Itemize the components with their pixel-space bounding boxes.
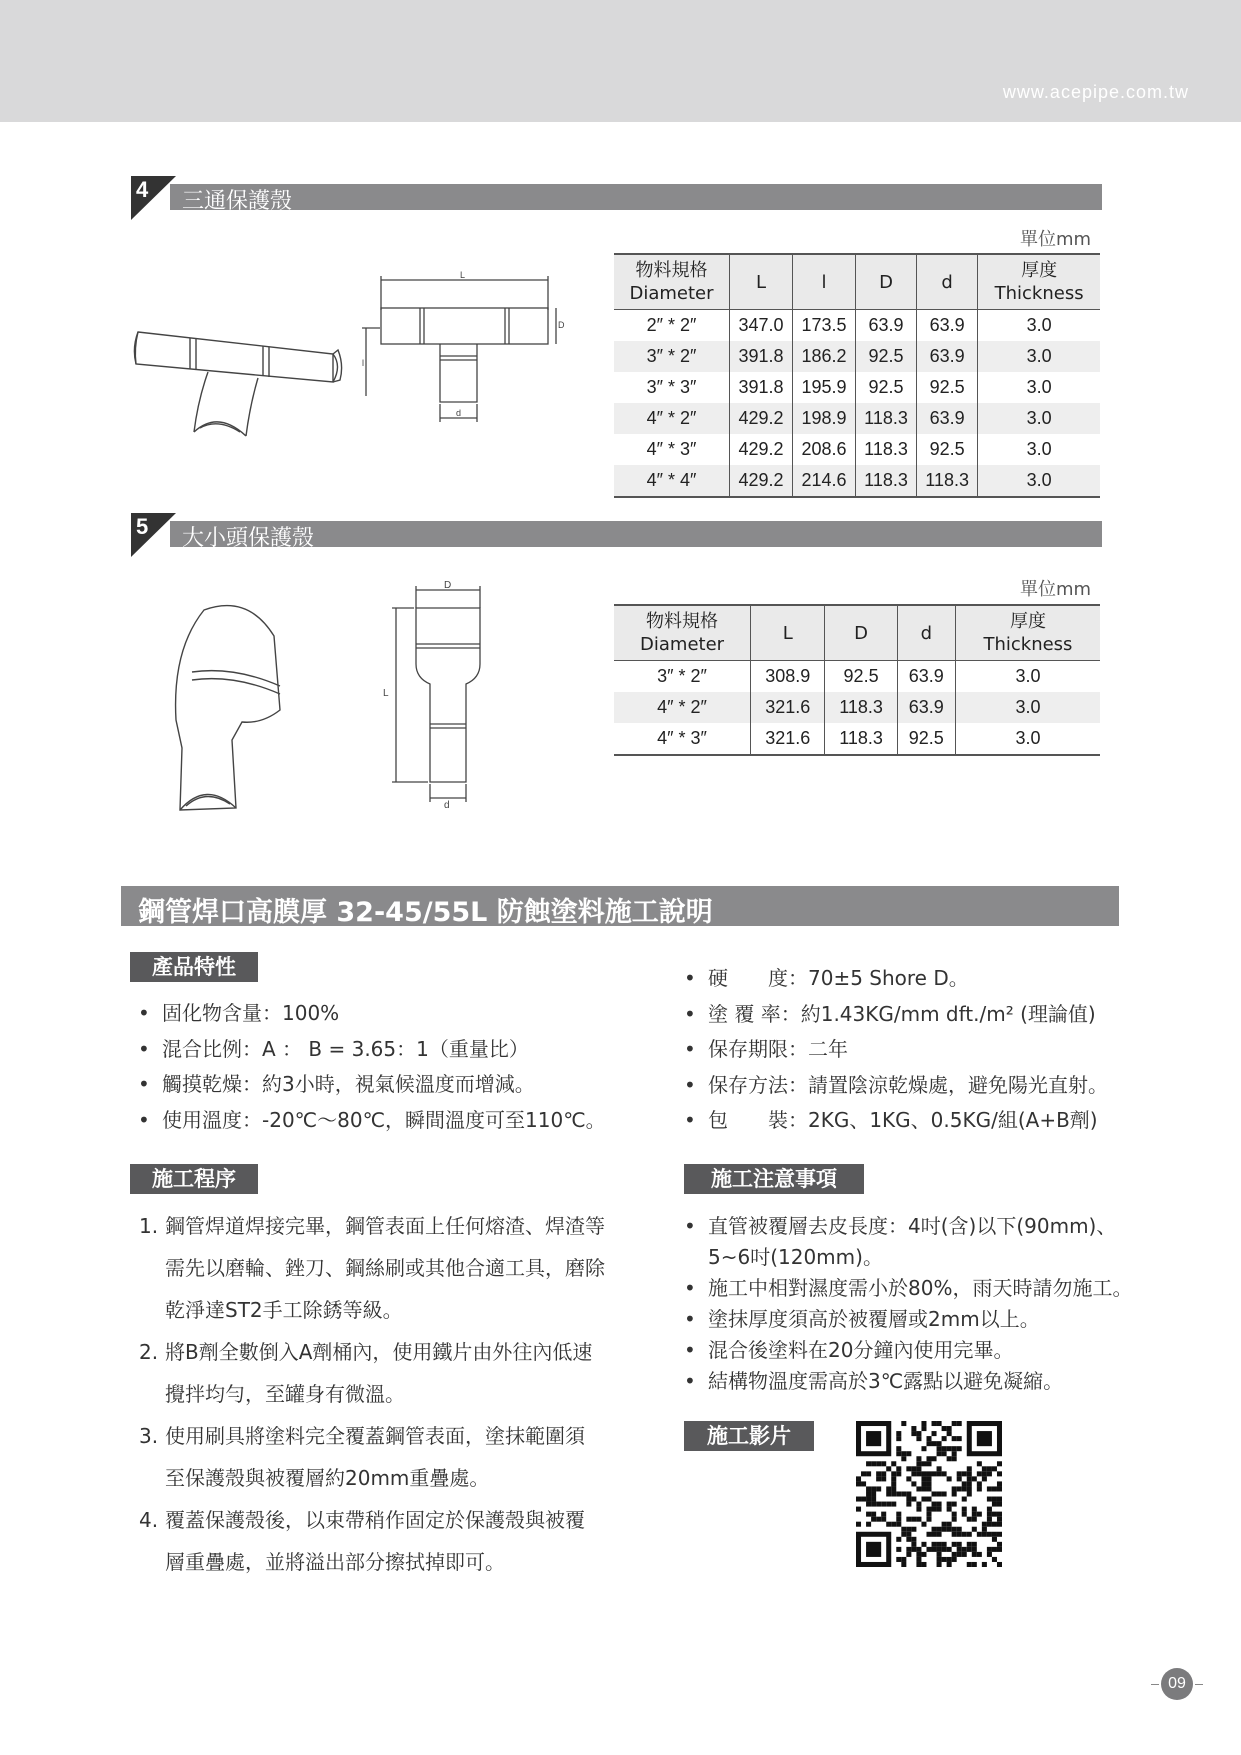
table-cell: 3″ * 2″ — [657, 666, 707, 686]
table-header-cell: l — [793, 254, 856, 310]
table-row — [614, 434, 1100, 465]
table-cell: 92.5 — [855, 372, 916, 403]
table-cell: 118.3 — [855, 403, 916, 434]
list-item: • 塗抹厚度須高於被覆層或2mm以上。 — [684, 1304, 1184, 1335]
section-4-bar — [170, 184, 1102, 210]
table-header-cell: 厚度 Thickness — [978, 254, 1100, 310]
list-item: • 保存方法：請置陰涼乾燥處，避免陽光直射。 — [684, 1068, 1164, 1104]
list-item: • 直管被覆層去皮長度：4吋(含)以下(90mm)、 5~6吋(120mm)。 — [684, 1211, 1184, 1273]
page-number-line-right — [1195, 1684, 1203, 1685]
table-header-cell: L — [751, 605, 825, 661]
list-item: • 固化物含量：100% — [138, 996, 658, 1032]
reducer-label-d: d — [444, 800, 450, 810]
procedure-step-number: 2. — [139, 1340, 159, 1364]
table-row — [614, 403, 1100, 434]
notes-list — [684, 1211, 1184, 1397]
table-cell: 195.9 — [793, 372, 856, 403]
procedure-step-line: 乾淨達ST2手工除銹等級。 — [165, 1298, 403, 1322]
reducer-dimension-drawing — [380, 580, 490, 810]
table-header-row — [614, 254, 1100, 310]
table-cell: 4″ * 4″ — [614, 465, 730, 497]
procedure-step-line: 將B劑全數倒入A劑桶內，使用鐵片由外往內低速 — [165, 1340, 593, 1364]
table-cell: 4″ * 3″ — [646, 439, 697, 459]
list-item: • 硬 度：70±5 Shore D。 — [684, 961, 1164, 997]
tee-label-l: l — [362, 358, 364, 368]
page-number-line-left — [1151, 1684, 1159, 1685]
table-cell: 3.0 — [978, 372, 1100, 403]
table-cell: 3.0 — [978, 341, 1100, 372]
table-cell: 63.9 — [855, 310, 916, 342]
table-cell: 3″ * 3″ — [646, 377, 697, 397]
table-cell: 92.5 — [897, 723, 955, 755]
procedure-tag: 施工程序 — [130, 1164, 258, 1194]
table-cell: 198.9 — [793, 403, 856, 434]
table-cell: 3.0 — [978, 403, 1100, 434]
table-cell: 92.5 — [855, 341, 916, 372]
table-cell: 118.3 — [825, 692, 897, 723]
table-row — [614, 341, 1100, 372]
reducer-spec-table — [614, 604, 1100, 756]
table-row — [614, 310, 1100, 342]
section-4-number: 4 — [136, 177, 149, 202]
section-5-unit: 單位mm — [1020, 579, 1092, 600]
list-item: • 使用溫度：-20℃～80℃，瞬間溫度可至110℃。 — [138, 1103, 658, 1139]
main-title: 鋼管焊口高膜厚 32-45/55L 防蝕塗料施工說明 — [138, 897, 713, 928]
tee-label-d: d — [456, 408, 462, 418]
list-item: • 塗 覆 率：約1.43KG/mm dft./m² (理論值) — [684, 997, 1164, 1033]
procedure-step — [139, 1331, 659, 1415]
table-cell: 118.3 — [917, 465, 978, 497]
procedure-step-line: 層重疊處，並將溢出部分擦拭掉即可。 — [165, 1550, 505, 1574]
section-4-unit: 單位mm — [1020, 229, 1092, 250]
table-row — [614, 465, 1100, 497]
features-tag: 產品特性 — [130, 952, 258, 982]
table-row — [614, 661, 1100, 693]
table-cell: 214.6 — [793, 465, 856, 497]
procedure-step-line: 至保護殼與被覆層約20mm重疊處。 — [165, 1466, 490, 1490]
notes-tag: 施工注意事項 — [684, 1164, 864, 1194]
table-cell: 4″ * 2″ — [614, 692, 751, 723]
table-cell: 347.0 — [730, 310, 793, 342]
table-cell: 429.2 — [730, 434, 793, 465]
table-row — [614, 692, 1100, 723]
list-item: • 保存期限：二年 — [684, 1032, 1164, 1068]
website-url[interactable]: www.acepipe.com.tw — [1002, 82, 1189, 102]
table-cell: 92.5 — [917, 372, 978, 403]
table-cell: 63.9 — [917, 403, 978, 434]
table-cell: 63.9 — [917, 341, 978, 372]
procedure-step — [139, 1499, 659, 1583]
table-cell: 2″ * 2″ — [646, 315, 697, 335]
table-cell: 173.5 — [793, 310, 856, 342]
table-cell: 63.9 — [897, 692, 955, 723]
table-header-cell: L — [730, 254, 793, 310]
table-header-cell: 厚度 Thickness — [955, 605, 1100, 661]
list-item: • 混合後塗料在20分鐘內使用完畢。 — [684, 1335, 1184, 1366]
list-item: • 結構物溫度需高於3℃露點以避免凝縮。 — [684, 1366, 1184, 1397]
procedure-step-line: 需先以磨輪、銼刀、鋼絲刷或其他合適工具，磨除 — [165, 1256, 605, 1280]
reducer-shell-drawing — [170, 600, 310, 815]
table-cell: 321.6 — [751, 723, 825, 755]
list-item: • 施工中相對濕度需小於80%，雨天時請勿施工。 — [684, 1273, 1184, 1304]
table-cell: 63.9 — [897, 661, 955, 693]
tee-spec-table — [614, 253, 1100, 498]
table-cell: 208.6 — [793, 434, 856, 465]
list-item: • 包 裝：2KG、1KG、0.5KG/組(A+B劑) — [684, 1103, 1164, 1139]
procedure-step-line: 鋼管焊道焊接完畢，鋼管表面上任何熔渣、焊渣等 — [165, 1214, 605, 1238]
procedure-step-number: 1. — [139, 1214, 159, 1238]
table-cell: 92.5 — [917, 434, 978, 465]
table-cell: 3″ * 2″ — [614, 341, 730, 372]
header-bar — [0, 0, 1241, 122]
procedure-step-number: 4. — [139, 1508, 159, 1532]
table-cell: 429.2 — [730, 465, 793, 497]
table-header-cell: 物料規格 Diameter — [614, 605, 751, 661]
table-header-row — [614, 605, 1100, 661]
list-item: • 混合比例：A ： B = 3.65：1（重量比） — [138, 1032, 658, 1068]
features-list-right — [684, 961, 1164, 1139]
table-cell: 63.9 — [917, 310, 978, 342]
table-cell: 391.8 — [730, 341, 793, 372]
table-cell: 4″ * 3″ — [614, 723, 751, 755]
table-cell: 321.6 — [751, 692, 825, 723]
list-item: • 觸摸乾燥：約3小時，視氣候溫度而增減。 — [138, 1067, 658, 1103]
tee-dimension-drawing — [360, 270, 570, 430]
procedure-step — [139, 1205, 659, 1331]
table-cell: 308.9 — [751, 661, 825, 693]
table-cell: 429.2 — [730, 403, 793, 434]
table-header-cell: d — [897, 605, 955, 661]
table-header-cell: D — [855, 254, 916, 310]
section-4-title: 三通保護殼 — [182, 189, 293, 214]
table-cell: 3.0 — [955, 661, 1100, 693]
video-qr-code[interactable] — [856, 1421, 1002, 1567]
reducer-label-L: L — [383, 688, 389, 699]
table-row — [614, 372, 1100, 403]
procedure-step — [139, 1415, 659, 1499]
table-header-cell: 物料規格 Diameter — [614, 254, 730, 310]
section-5-number: 5 — [136, 514, 149, 539]
procedure-steps — [139, 1205, 659, 1583]
procedure-step-number: 3. — [139, 1424, 159, 1448]
section-5-title: 大小頭保護殼 — [182, 526, 315, 551]
table-cell: 118.3 — [825, 723, 897, 755]
table-cell: 3.0 — [955, 723, 1100, 755]
procedure-step-line: 攪拌均勻，至罐身有微溫。 — [165, 1382, 405, 1406]
procedure-step-line: 使用刷具將塗料完全覆蓋鋼管表面，塗抹範圍須 — [165, 1424, 585, 1448]
table-cell: 3.0 — [978, 310, 1100, 342]
video-tag: 施工影片 — [684, 1421, 814, 1451]
table-cell: 186.2 — [793, 341, 856, 372]
table-header-cell: D — [825, 605, 897, 661]
table-header-cell: d — [917, 254, 978, 310]
page-number: 09 — [1161, 1668, 1193, 1700]
tee-label-L: L — [460, 270, 466, 280]
features-list-left — [138, 996, 658, 1138]
table-cell: 3.0 — [978, 465, 1100, 497]
table-cell: 118.3 — [855, 465, 916, 497]
table-cell: 4″ * 2″ — [614, 403, 730, 434]
table-cell: 92.5 — [825, 661, 897, 693]
table-cell: 118.3 — [855, 434, 916, 465]
table-cell: 3.0 — [955, 692, 1100, 723]
reducer-label-D: D — [444, 580, 452, 591]
table-row — [614, 723, 1100, 755]
table-cell: 391.8 — [730, 372, 793, 403]
procedure-step-line: 覆蓋保護殼後，以束帶稍作固定於保護殼與被覆 — [165, 1508, 585, 1532]
table-cell: 3.0 — [978, 434, 1100, 465]
tee-label-D: D — [558, 320, 565, 330]
